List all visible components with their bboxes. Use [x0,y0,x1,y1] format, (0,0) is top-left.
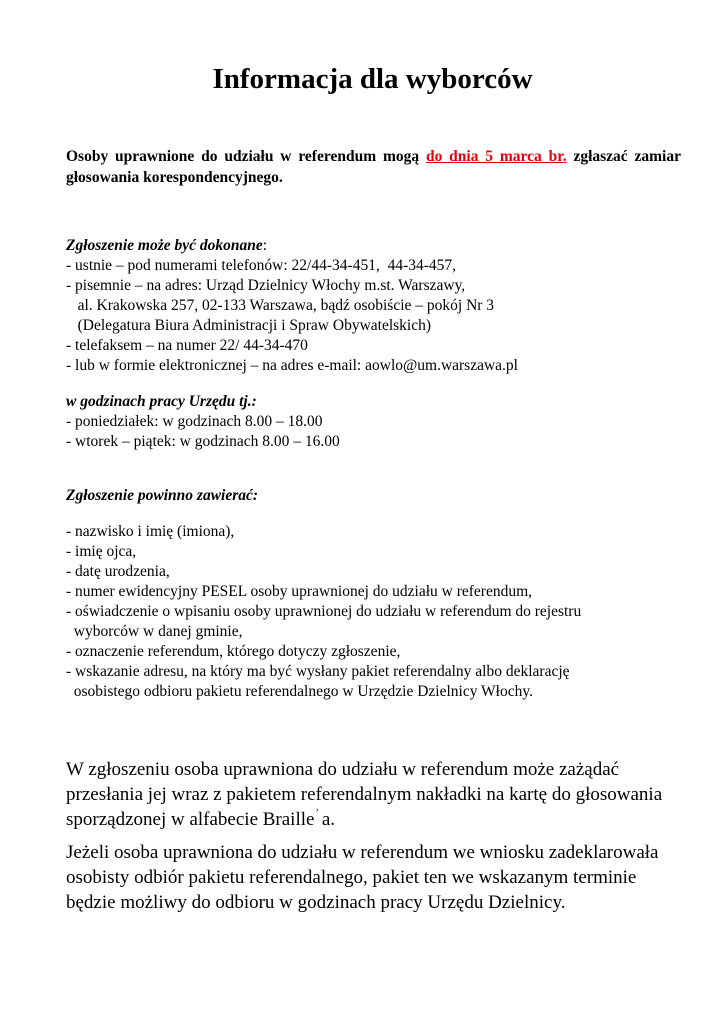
submission-line: - telefaksem – na numer 22/ 44-34-470 [66,337,308,354]
office-hours-line: - poniedziałek: w godzinach 8.00 – 18.00 [66,413,323,430]
office-hours-section [66,392,340,452]
personal-pickup-paragraph [66,840,686,915]
paragraph-line: W zgłoszeniu osoba uprawniona do udziału w referendum może zażądać [66,759,620,780]
superscript-mark: ’ [315,808,319,819]
required-contents-heading: Zgłoszenie powinno zawierać: [66,487,259,504]
submission-methods-section [66,236,518,376]
required-contents-heading-block [66,486,258,506]
contents-item: - nazwisko i imię (imiona), [66,523,235,540]
contents-item: wyborców w danej gminie, [66,623,243,640]
braille-overlay-paragraph [66,757,686,835]
paragraph-line: przesłania jej wraz z pakietem referendalnym nakładki na kartę do głosowania [66,784,663,805]
contents-item: osobistego odbioru pakietu referendalnego w Urzędzie Dzielnicy Włochy. [66,683,533,700]
contents-item: - datę urodzenia, [66,563,170,580]
required-contents-list [66,522,581,702]
contents-item: - oznaczenie referendum, którego dotyczy zgłoszenie, [66,643,401,660]
contents-item: - wskazanie adresu, na który ma być wysłany pakiet referendalny albo deklarację [66,663,570,680]
contents-item: - oświadczenie o wpisaniu osoby uprawnionej do udziału w referendum do rejestru [66,603,582,620]
office-hours-line: - wtorek – piątek: w godzinach 8.00 – 16.00 [66,433,340,450]
intro-paragraph [66,146,681,188]
paragraph-line-last [66,807,686,835]
submission-line: al. Krakowska 257, 02-133 Warszawa, bądź osobiście – pokój Nr 3 [66,297,495,314]
paragraph-line-start: sporządzonej w alfabecie Braille [66,809,315,830]
submission-heading-colon: : [262,237,268,254]
paragraph-line-end: a. [321,809,335,830]
paragraph-line: Jeżeli osoba uprawniona do udziału w referendum we wniosku zadeklarowała [66,842,659,863]
office-hours-heading: w godzinach pracy Urzędu tj.: [66,393,257,410]
submission-line: - pisemnie – na adres: Urząd Dzielnicy Włochy m.st. Warszawy, [66,277,466,294]
intro-text-start: Osoby uprawnione do udziału w referendum mogą [66,148,420,165]
deadline-highlight: do dnia 5 marca br. [425,148,567,165]
paragraph-line: osobisty odbiór pakietu referendalnego, pakiet ten we wskazanym terminie [66,867,637,888]
contents-item: - numer ewidencyjny PESEL osoby uprawnionej do udziału w referendum, [66,583,533,600]
submission-heading: Zgłoszenie może być dokonane [66,237,263,254]
intro-text-end: zgłaszać zamiar głosowania korespondencyjnego. [66,148,681,186]
submission-line: (Delegatura Biura Administracji i Spraw Obywatelskich) [66,317,432,334]
contents-item: - imię ojca, [66,543,137,560]
page-title: Informacja dla wyborców [212,63,533,95]
submission-line: - ustnie – pod numerami telefonów: 22/44-34-451, 44-34-457, [66,257,457,274]
paragraph-line: będzie możliwy do odbioru w godzinach pracy Urzędu Dzielnicy. [66,892,566,913]
submission-line: - lub w formie elektronicznej – na adres e-mail: aowlo@um.warszawa.pl [66,357,518,374]
